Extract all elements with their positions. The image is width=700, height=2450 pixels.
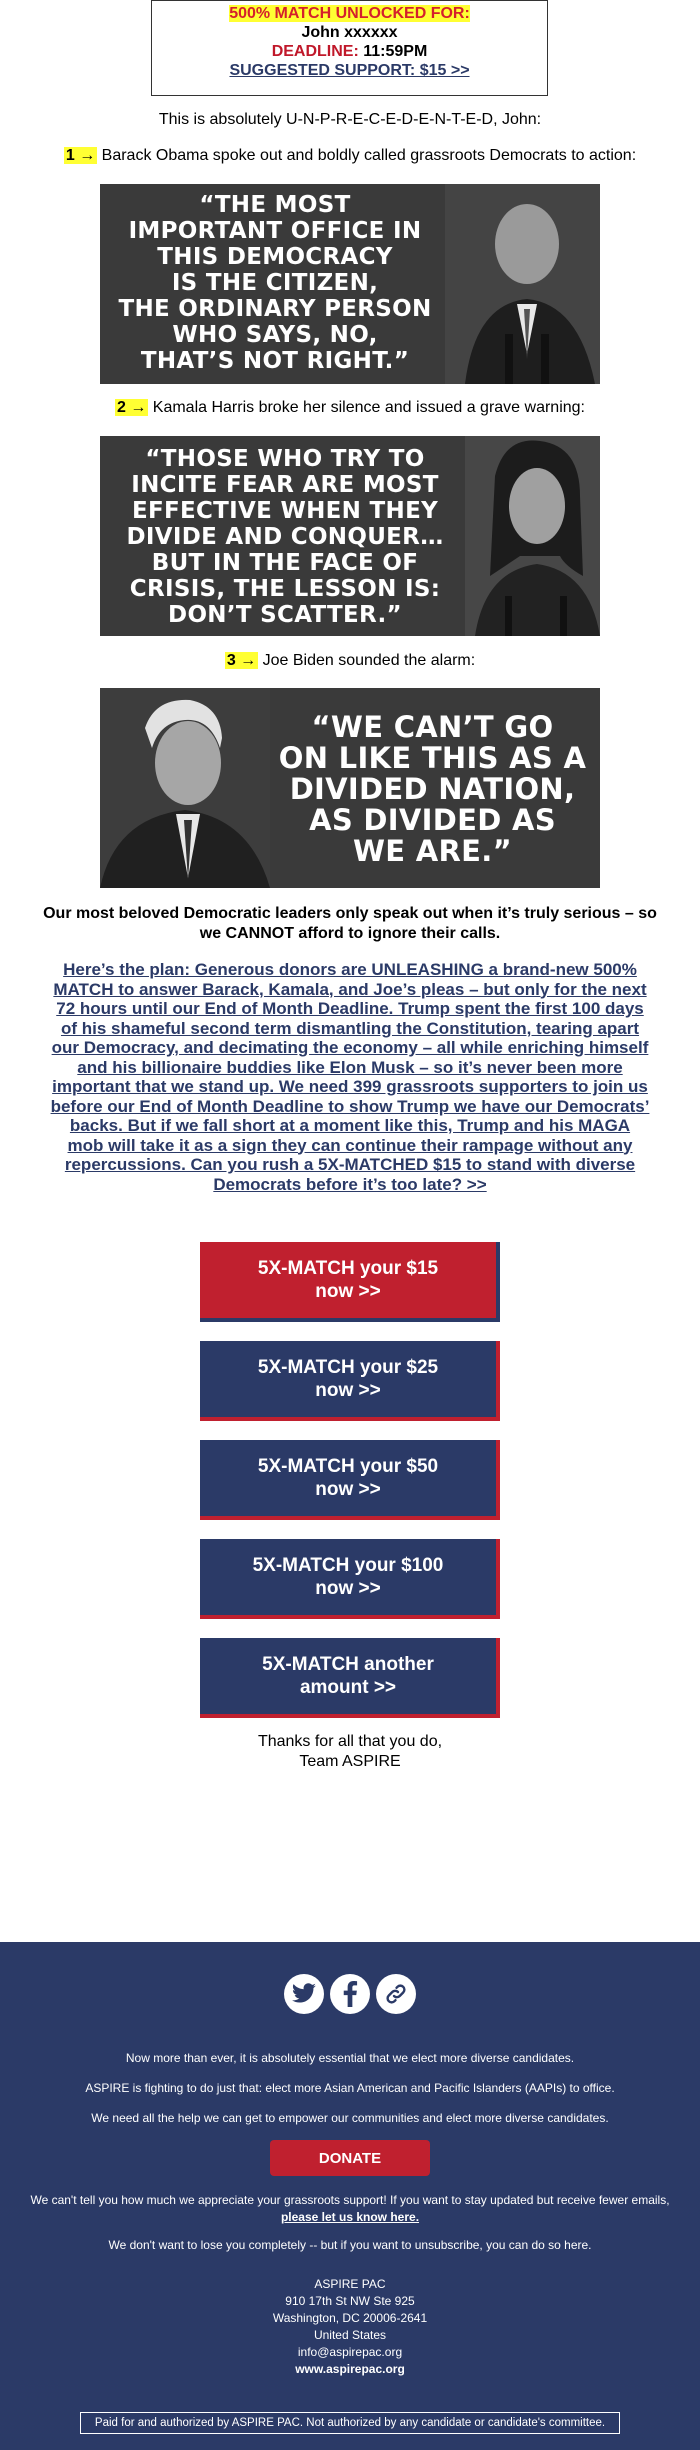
address-line: United States xyxy=(313,2328,387,2342)
footer-paragraph-3: We need all the help we can get to empower our communities and elect more diverse candidates. xyxy=(91,2111,609,2125)
quote-line: IMPORTANT OFFICE IN xyxy=(128,218,422,244)
match-unlocked-line: 500% MATCH UNLOCKED FOR: xyxy=(229,5,470,22)
harris-quote xyxy=(105,446,465,628)
leader-text: Kamala Harris broke her silence and issued a grave warning: xyxy=(148,399,585,416)
match-other-amount-button[interactable] xyxy=(200,1638,500,1718)
quote-line: DIVIDE AND CONQUER… xyxy=(126,524,444,550)
quote-line: ON LIKE THIS AS A xyxy=(278,741,587,775)
obama-quote xyxy=(100,192,450,374)
quote-line: “THOSE WHO TRY TO xyxy=(145,446,425,472)
obama-portrait-icon xyxy=(445,184,600,384)
fewer-emails-link[interactable]: please let us know here. xyxy=(280,2210,420,2224)
donate-button[interactable]: DONATE xyxy=(270,2140,430,2176)
quote-line: IS THE CITIZEN, xyxy=(171,270,379,296)
leader-3-line xyxy=(0,652,700,670)
quote-line: THIS DEMOCRACY xyxy=(157,244,393,270)
number-badge: 2 → xyxy=(116,399,147,416)
address-line: Washington, DC 20006-2641 xyxy=(272,2311,428,2325)
biden-quote-image[interactable] xyxy=(100,688,600,888)
deadline-time: 11:59PM xyxy=(363,43,428,60)
button-label: now >> xyxy=(315,1281,381,1302)
link-icon[interactable] xyxy=(376,1974,416,2014)
recipient-name: John xxxxxx xyxy=(301,24,398,41)
button-label: 5X-MATCH your $50 xyxy=(257,1456,439,1477)
quote-line: “THE MOST xyxy=(199,192,351,218)
leader-text: Joe Biden sounded the alarm: xyxy=(258,652,476,669)
quote-line: “WE CAN’T GO xyxy=(311,710,554,744)
quote-line: CRISIS, THE LESSON IS: xyxy=(129,576,441,602)
plan-link[interactable]: Here’s the plan: Generous donors are UNLEASHING a brand-new 500% MATCH to answer Barack, Kamala, and Joe’s pleas – but only for the next 72 hours until our End of Month Deadline. Trump spent the first 100 days of his shameful second term dismantling the Constitution, tearing apart our Democracy, and decimating the economy – all while enriching himself and his billionaire buddies like Elon Musk – so it’s never been more important that we stand up. We need 399 grassroots supporters to join us before our End of Month Deadline to show Trump we have our Democrats’ backs. But if we fall short at a moment like this, Trump and his MAGA mob will take it as a sign they can continue their rampage without any repercussions. Can you rush a 5X-MATCHED $15 to stand with diverse Democrats before it’s too late? >> xyxy=(50,960,650,1194)
signoff xyxy=(0,1732,700,1772)
match-header-box xyxy=(151,0,548,96)
address-block xyxy=(20,2276,680,2378)
signoff-line: Thanks for all that you do, xyxy=(257,1733,443,1750)
quote-line: THAT’S NOT RIGHT.” xyxy=(140,348,410,374)
deadline-label: DEADLINE: xyxy=(271,43,359,60)
obama-quote-image[interactable] xyxy=(100,184,600,384)
quote-line: AS DIVIDED AS xyxy=(309,803,556,837)
quote-line: DON’T SCATTER.” xyxy=(168,602,402,628)
address-line: 910 17th St NW Ste 925 xyxy=(285,2294,415,2308)
org-name: ASPIRE PAC xyxy=(314,2277,386,2291)
leader-text: Barack Obama spoke out and boldly called grassroots Democrats to action: xyxy=(97,147,637,164)
email-address: info@aspirepac.org xyxy=(297,2345,403,2359)
match-15-button[interactable] xyxy=(200,1242,500,1322)
footer-paragraph-4 xyxy=(20,2192,680,2226)
match-100-button[interactable] xyxy=(200,1539,500,1619)
quote-line: WHO SAYS, NO, xyxy=(172,322,378,348)
biden-portrait-icon xyxy=(100,688,270,888)
button-label: now >> xyxy=(315,1479,381,1500)
social-icons xyxy=(0,1974,700,2014)
quote-line: DIVIDED NATION, xyxy=(289,772,576,806)
harris-portrait-icon xyxy=(465,436,600,636)
quote-line: BUT IN THE FACE OF xyxy=(151,550,419,576)
quote-line: WE ARE.” xyxy=(353,834,512,868)
biden-quote xyxy=(265,712,600,867)
button-label: 5X-MATCH another xyxy=(262,1654,434,1675)
unsubscribe-text: We don't want to lose you completely -- but if you want to unsubscribe, you can do so here. xyxy=(108,2238,592,2252)
footer xyxy=(0,1942,700,2450)
button-label: amount >> xyxy=(299,1677,397,1698)
quote-line: INCITE FEAR ARE MOST xyxy=(131,472,439,498)
signoff-team: Team ASPIRE xyxy=(299,1753,401,1770)
button-label: 5X-MATCH your $25 xyxy=(257,1357,439,1378)
quote-line: THE ORDINARY PERSON xyxy=(118,296,432,322)
number-badge: 1 → xyxy=(65,147,96,164)
fewer-emails-text: We can't tell you how much we appreciate your grassroots support! If you want to stay updated but receive fewer emails, xyxy=(30,2193,670,2207)
leader-1-line xyxy=(0,147,700,165)
number-badge: 3 → xyxy=(226,652,257,669)
button-label: now >> xyxy=(315,1380,381,1401)
paid-for-disclaimer: Paid for and authorized by ASPIRE PAC. Not authorized by any candidate or candidate's committee. xyxy=(80,2412,620,2434)
button-label: 5X-MATCH your $15 xyxy=(257,1258,439,1279)
website-link[interactable]: www.aspirepac.org xyxy=(295,2362,405,2376)
footer-paragraph-1: Now more than ever, it is absolutely essential that we elect more diverse candidates. xyxy=(125,2051,575,2065)
footer-paragraph-2: ASPIRE is fighting to do just that: elect more Asian American and Pacific Islanders (AAPIs) to office. xyxy=(85,2081,615,2095)
facebook-icon[interactable] xyxy=(330,1974,370,2014)
match-50-button[interactable] xyxy=(200,1440,500,1520)
serious-note: Our most beloved Democratic leaders only speak out when it’s truly serious – so we CANNOT afford to ignore their calls. xyxy=(43,905,657,942)
intro-text: This is absolutely U-N-P-R-E-C-E-D-E-N-T-E-D, John: xyxy=(158,111,542,128)
quote-line: EFFECTIVE WHEN THEY xyxy=(131,498,439,524)
twitter-icon[interactable] xyxy=(284,1974,324,2014)
button-label: now >> xyxy=(315,1578,381,1599)
match-25-button[interactable] xyxy=(200,1341,500,1421)
suggested-support-link[interactable]: SUGGESTED SUPPORT: $15 >> xyxy=(229,62,470,79)
button-label: 5X-MATCH your $100 xyxy=(252,1555,444,1576)
harris-quote-image[interactable] xyxy=(100,436,600,636)
leader-2-line xyxy=(0,399,700,417)
